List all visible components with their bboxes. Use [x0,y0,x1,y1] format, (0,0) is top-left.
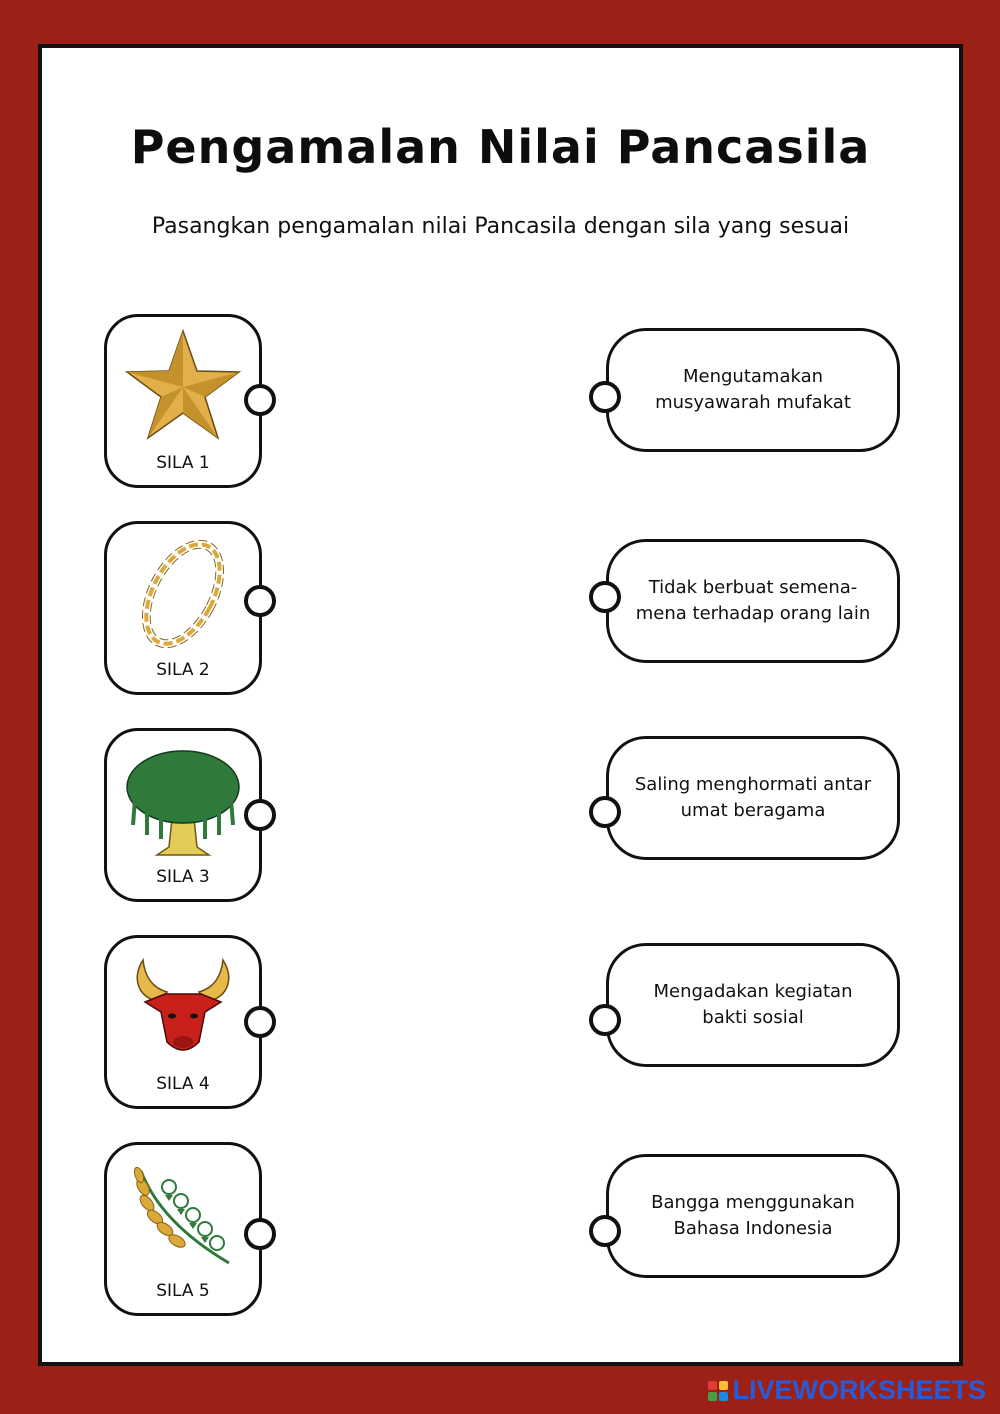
sila-label: SILA 2 [156,660,210,680]
sila-card-2 [104,521,262,695]
logo-tile [719,1392,728,1401]
answer-text: Mengutamakan musyawarah mufakat [655,366,851,413]
match-dot-sila-3[interactable] [244,799,276,831]
brand-name: LIVEWORKSHEETS [732,1375,986,1405]
sila-label: SILA 5 [156,1281,210,1301]
match-dot-sila-5[interactable] [244,1218,276,1250]
sila-label: SILA 1 [156,453,210,473]
liveworksheets-brand[interactable] [708,1375,986,1406]
sila-card-4 [104,935,262,1109]
page-instructions: Pasangkan pengamalan nilai Pancasila dengan sila yang sesuai [151,214,850,239]
logo-tile [708,1381,717,1390]
match-dot-sila-4[interactable] [244,1006,276,1038]
sila-card-1 [104,314,262,488]
liveworksheets-logo-icon [708,1381,728,1401]
match-dot-answer-5[interactable] [589,1215,621,1247]
rice-cotton-icon [121,1153,245,1277]
banyan-tree-icon [121,739,245,863]
answer-text: Saling menghormati antar umat beragama [634,774,872,821]
answer-text: Bangga menggunakan Bahasa Indonesia [651,1192,855,1239]
sila-label: SILA 3 [156,867,210,887]
match-dot-answer-1[interactable] [589,381,621,413]
match-dot-answer-2[interactable] [589,581,621,613]
answer-card-3 [606,736,900,860]
match-dot-sila-2[interactable] [244,585,276,617]
logo-tile [719,1381,728,1390]
answer-text: Mengadakan kegiatan bakti sosial [653,981,853,1028]
bull-head-icon [121,946,245,1070]
answer-card-1 [606,328,900,452]
answer-card-5 [606,1154,900,1278]
star-icon [121,325,245,449]
sila-label: SILA 4 [156,1074,210,1094]
answer-card-4 [606,943,900,1067]
chain-icon [121,532,245,656]
match-dot-sila-1[interactable] [244,384,276,416]
sila-card-3 [104,728,262,902]
answer-text: Tidak berbuat semena-mena terhadap orang lain [635,577,871,624]
sila-card-5 [104,1142,262,1316]
match-dot-answer-4[interactable] [589,1004,621,1036]
answer-card-2 [606,539,900,663]
worksheet-page [38,44,963,1366]
page-title: Pengamalan Nilai Pancasila [130,120,871,174]
logo-tile [708,1392,717,1401]
match-dot-answer-3[interactable] [589,796,621,828]
